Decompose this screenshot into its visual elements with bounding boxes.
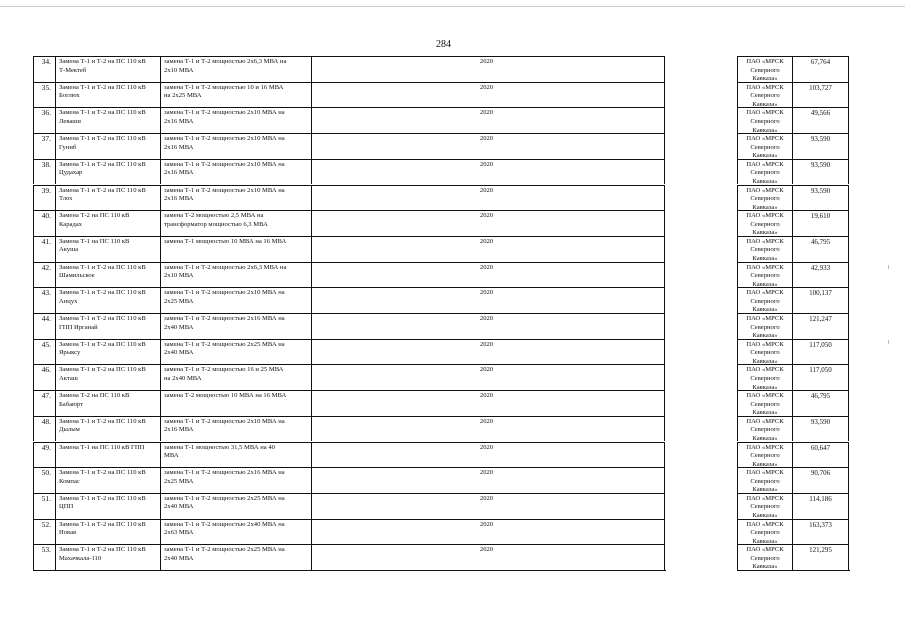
object-cell: Замена Т-1 и Т-2 на ПС 110 кВ Боглюх (55, 82, 160, 108)
row-number: 44. (33, 313, 55, 339)
year-cell: 2020 (311, 82, 665, 108)
organization-cell: ПАО «МРСК Северного Кавказа» (737, 493, 792, 519)
organization-cell: ПАО «МРСК Северного Кавказа» (737, 467, 792, 493)
top-rule (0, 6, 905, 7)
row-number: 34. (33, 56, 55, 82)
object-cell: Замена Т-1 и Т-2 на ПС 110 кВ Компас (55, 467, 160, 493)
year-cell: 2020 (311, 159, 665, 185)
row-number: 52. (33, 519, 55, 545)
organization-cell: ПАО «МРСК Северного Кавказа» (737, 107, 792, 133)
row-number: 43. (33, 287, 55, 313)
organization-cell: ПАО «МРСК Северного Кавказа» (737, 236, 792, 262)
row-number: 41. (33, 236, 55, 262)
table-bottom-rule (33, 570, 666, 571)
object-cell: Замена Т-1 на ПС 110 кВ Акуша (55, 236, 160, 262)
table-row (0, 185, 905, 211)
organization-cell: ПАО «МРСК Северного Кавказа» (737, 133, 792, 159)
row-number: 36. (33, 107, 55, 133)
row-number: 35. (33, 82, 55, 108)
organization-cell: ПАО «МРСК Северного Кавказа» (737, 287, 792, 313)
page-number: 284 (436, 39, 451, 50)
row-number: 48. (33, 416, 55, 442)
cost-cell: 117,050 (792, 339, 849, 365)
row-number: 40. (33, 210, 55, 236)
cost-cell: 93,590 (792, 133, 849, 159)
year-cell: 2020 (311, 313, 665, 339)
organization-cell: ПАО «МРСК Северного Кавказа» (737, 262, 792, 288)
cost-cell: 90,706 (792, 467, 849, 493)
table-row (0, 159, 905, 185)
work-description-cell: замена Т-1 и Т-2 мощностью 2х16 МВА на 2х40 МВА (160, 313, 311, 339)
organization-cell: ПАО «МРСК Северного Кавказа» (737, 442, 792, 468)
year-cell: 2020 (311, 262, 665, 288)
table-row (0, 82, 905, 108)
year-cell: 2020 (311, 210, 665, 236)
object-cell: Замена Т-1 и Т-2 на ПС 110 кВ Т-Мектеб (55, 56, 160, 82)
object-cell: Замена Т-1 и Т-2 на ПС 110 кВ Цудахар (55, 159, 160, 185)
work-description-cell: замена Т-1 и Т-2 мощностью 2х25 МВА на 2х40 МВА (160, 493, 311, 519)
row-number: 51. (33, 493, 55, 519)
table-row (0, 56, 905, 82)
organization-cell: ПАО «МРСК Северного Кавказа» (737, 159, 792, 185)
row-number: 49. (33, 442, 55, 468)
table-row (0, 442, 905, 468)
row-number: 42. (33, 262, 55, 288)
cost-cell: 42,933 (792, 262, 849, 288)
row-number: 50. (33, 467, 55, 493)
object-cell: Замена Т-1 и Т-2 на ПС 110 кВ Махачкала-110 (55, 544, 160, 570)
year-cell: 2020 (311, 107, 665, 133)
cost-cell: 93,590 (792, 416, 849, 442)
cost-cell: 121,247 (792, 313, 849, 339)
year-cell: 2020 (311, 339, 665, 365)
work-description-cell: замена Т-1 и Т-2 мощностью 2х10 МВА на 2х16 МВА (160, 185, 311, 211)
organization-cell: ПАО «МРСК Северного Кавказа» (737, 56, 792, 82)
work-description-cell: замена Т-1 и Т-2 мощностью 2х40 МВА на 2х63 МВА (160, 519, 311, 545)
object-cell: Замена Т-1 и Т-2 на ПС 110 кВ Леваши (55, 107, 160, 133)
cost-cell: 103,727 (792, 82, 849, 108)
year-cell: 2020 (311, 236, 665, 262)
object-cell: Замена Т-1 и Т-2 на ПС 110 кВ Дылым (55, 416, 160, 442)
row-number: 45. (33, 339, 55, 365)
year-cell: 2020 (311, 390, 665, 416)
organization-cell: ПАО «МРСК Северного Кавказа» (737, 519, 792, 545)
object-cell: Замена Т-1 и Т-2 на ПС 110 кВ ЦПП (55, 493, 160, 519)
row-number: 38. (33, 159, 55, 185)
work-description-cell: замена Т-1 и Т-2 мощностью 10 и 16 МВА на 2х25 МВА (160, 82, 311, 108)
organization-cell: ПАО «МРСК Северного Кавказа» (737, 544, 792, 570)
work-description-cell: замена Т-1 и Т-2 мощностью 2х10 МВА на 2х16 МВА (160, 159, 311, 185)
year-cell: 2020 (311, 493, 665, 519)
year-cell: 2020 (311, 416, 665, 442)
organization-cell: ПАО «МРСК Северного Кавказа» (737, 364, 792, 390)
table-row (0, 544, 905, 570)
cost-cell: 60,647 (792, 442, 849, 468)
table-row (0, 287, 905, 313)
year-cell: 2020 (311, 544, 665, 570)
row-number: 47. (33, 390, 55, 416)
organization-cell: ПАО «МРСК Северного Кавказа» (737, 313, 792, 339)
table-row (0, 519, 905, 545)
cost-cell: 19,610 (792, 210, 849, 236)
organization-cell: ПАО «МРСК Северного Кавказа» (737, 185, 792, 211)
cost-cell: 67,764 (792, 56, 849, 82)
year-cell: 2020 (311, 467, 665, 493)
organization-cell: ПАО «МРСК Северного Кавказа» (737, 210, 792, 236)
object-cell: Замена Т-1 и Т-2 на ПС 110 кВ Анцух (55, 287, 160, 313)
organization-cell: ПАО «МРСК Северного Кавказа» (737, 416, 792, 442)
organization-cell: ПАО «МРСК Северного Кавказа» (737, 82, 792, 108)
work-description-cell: замена Т-1 и Т-2 мощностью 2х10 МВА на 2х16 МВА (160, 107, 311, 133)
table-row (0, 339, 905, 365)
table-row (0, 493, 905, 519)
year-cell: 2020 (311, 185, 665, 211)
year-cell: 2020 (311, 56, 665, 82)
table-row (0, 416, 905, 442)
table-bottom-rule (737, 570, 850, 571)
object-cell: Замена Т-1 и Т-2 на ПС 110 кВ ГПП Ирганай (55, 313, 160, 339)
work-description-cell: замена Т-1 и Т-2 мощностью 2х6,3 МВА на 2х10 МВА (160, 262, 311, 288)
table-row (0, 236, 905, 262)
object-cell: Замена Т-2 на ПС 110 кВ Карадах (55, 210, 160, 236)
work-description-cell: замена Т-1 и Т-2 мощностью 2х10 МВА на 2х25 МВА (160, 287, 311, 313)
object-cell: Замена Т-2 на ПС 110 кВ Бабаюрт (55, 390, 160, 416)
object-cell: Замена Т-1 и Т-2 на ПС 110 кВ Новая (55, 519, 160, 545)
year-cell: 2020 (311, 133, 665, 159)
cost-cell: 100,137 (792, 287, 849, 313)
cost-cell: 114,186 (792, 493, 849, 519)
table-row (0, 467, 905, 493)
cost-cell: 93,590 (792, 185, 849, 211)
table-row (0, 390, 905, 416)
work-description-cell: замена Т-1 и Т-2 мощностью 2х10 МВА на 2х16 МВА (160, 133, 311, 159)
table-row (0, 262, 905, 288)
object-cell: Замена Т-1 и Т-2 на ПС 110 кВ Ярыксу (55, 339, 160, 365)
year-cell: 2020 (311, 442, 665, 468)
row-number: 37. (33, 133, 55, 159)
cost-cell: 49,566 (792, 107, 849, 133)
cost-cell: 46,795 (792, 390, 849, 416)
object-cell: Замена Т-1 и Т-2 на ПС 110 кВ Тлох (55, 185, 160, 211)
table-row (0, 133, 905, 159)
organization-cell: ПАО «МРСК Северного Кавказа» (737, 390, 792, 416)
row-number: 53. (33, 544, 55, 570)
work-description-cell: замена Т-1 и Т-2 мощностью 2х16 МВА на 2х25 МВА (160, 467, 311, 493)
table-row (0, 364, 905, 390)
cost-cell: 117,050 (792, 364, 849, 390)
organization-cell: ПАО «МРСК Северного Кавказа» (737, 339, 792, 365)
object-cell: Замена Т-1 и Т-2 на ПС 110 кВ Акташ (55, 364, 160, 390)
work-description-cell: замена Т-1 мощностью 31,5 МВА на 40 МВА (160, 442, 311, 468)
work-description-cell: замена Т-1 и Т-2 мощностью 2х10 МВА на 2х16 МВА (160, 416, 311, 442)
object-cell: Замена Т-1 и Т-2 на ПС 110 кВ Гуниб (55, 133, 160, 159)
work-description-cell: замена Т-1 и Т-2 мощностью 2х25 МВА на 2х40 МВА (160, 339, 311, 365)
object-cell: Замена Т-1 на ПС 110 кВ ГПП (55, 442, 160, 468)
cost-cell: 121,295 (792, 544, 849, 570)
table-row (0, 313, 905, 339)
work-description-cell: замена Т-2 мощностью 10 МВА на 16 МВА (160, 390, 311, 416)
object-cell: Замена Т-1 и Т-2 на ПС 110 кВ Шамильское (55, 262, 160, 288)
cost-cell: 163,373 (792, 519, 849, 545)
table-row (0, 107, 905, 133)
row-number: 39. (33, 185, 55, 211)
work-description-cell: замена Т-1 и Т-2 мощностью 2х25 МВА на 2х40 МВА (160, 544, 311, 570)
table-row (0, 210, 905, 236)
year-cell: 2020 (311, 364, 665, 390)
work-description-cell: замена Т-2 мощностью 2,5 МВА на трансформатор мощностью 6,3 МВА (160, 210, 311, 236)
work-description-cell: замена Т-1 и Т-2 мощностью 16 и 25 МВА на 2х40 МВА (160, 364, 311, 390)
year-cell: 2020 (311, 287, 665, 313)
work-description-cell: замена Т-1 и Т-2 мощностью 2х6,3 МВА на 2х10 МВА (160, 56, 311, 82)
cost-cell: 46,795 (792, 236, 849, 262)
row-number: 46. (33, 364, 55, 390)
cost-cell: 93,590 (792, 159, 849, 185)
year-cell: 2020 (311, 519, 665, 545)
work-description-cell: замена Т-1 мощностью 10 МВА на 16 МВА (160, 236, 311, 262)
